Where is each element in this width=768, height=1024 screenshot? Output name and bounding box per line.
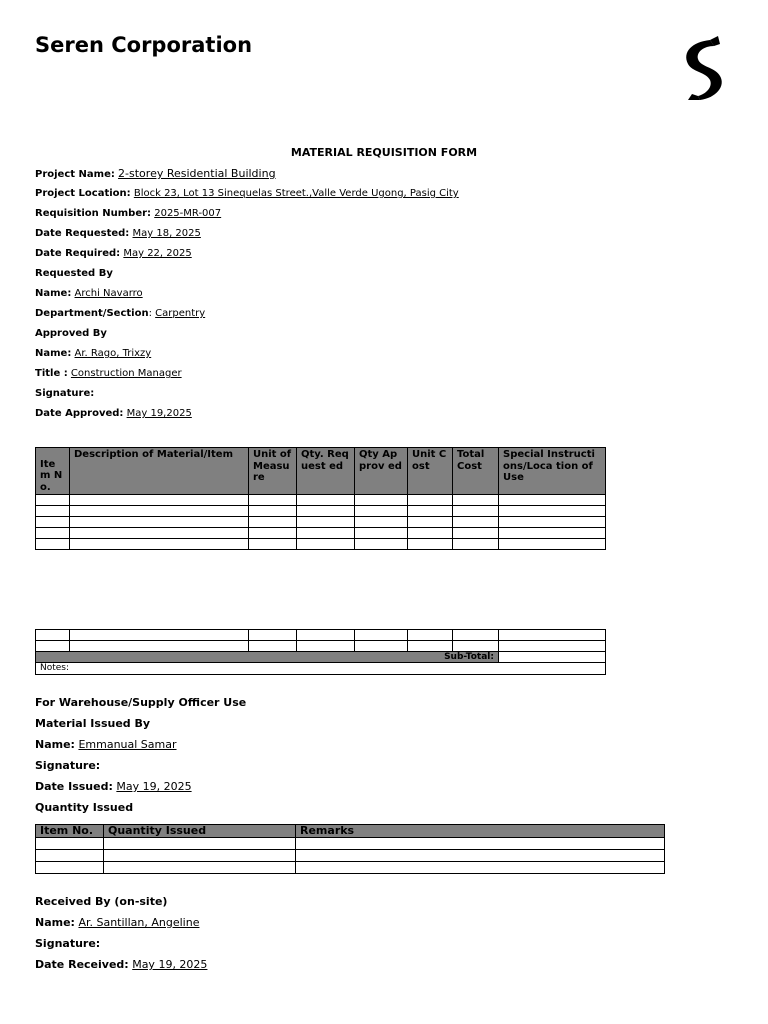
notes-row — [36, 663, 606, 675]
requisition-number-value: 2025-MR-007 — [154, 208, 222, 219]
header-item-no: Ite m No. — [36, 448, 70, 495]
table-row — [36, 862, 665, 874]
received-section — [35, 891, 735, 975]
issuer-name-value: Emmanual Samar — [78, 738, 177, 751]
table-row — [36, 641, 606, 652]
table-row — [36, 539, 606, 550]
items-table — [35, 447, 606, 550]
header-special-instructions: Special Instructions/Loca tion of Use — [499, 448, 606, 495]
date-required-row: Date Required: May 22, 2025 — [35, 248, 192, 259]
issuer-name-row: Name: Emmanual Samar — [35, 738, 177, 751]
table-row — [36, 517, 606, 528]
header-qty-approved: Qty Approv ed — [355, 448, 408, 495]
qty-header-row — [36, 825, 665, 838]
request-fields — [35, 164, 735, 424]
table-row — [36, 850, 665, 862]
s-logo-icon — [670, 34, 734, 102]
approver-title-row: Title : Construction Manager — [35, 368, 182, 379]
header-total-cost: Total Cost — [453, 448, 499, 495]
project-location-row: Project Location: Block 23, Lot 13 Sinequelas Street.,Valle Verde Ugong, Pasig City — [35, 188, 459, 199]
issued-by-heading: Material Issued By — [35, 717, 151, 730]
issuer-signature-row: Signature: — [35, 759, 101, 772]
project-name-row: Project Name: 2-storey Residential Building — [35, 167, 276, 180]
header-item-no: Item No. — [36, 825, 104, 838]
company-name: Seren Corporation — [35, 33, 253, 57]
date-requested-row: Date Requested: May 18, 2025 — [35, 228, 201, 239]
quantity-issued-table — [35, 824, 665, 874]
header-unit-of-measure: Unit of Measu re — [249, 448, 297, 495]
table-row — [36, 506, 606, 517]
header-unit-cost: Unit Cost — [408, 448, 453, 495]
header-description: Description of Material/Item — [70, 448, 249, 495]
department-value: Carpentry — [155, 308, 206, 319]
approver-name-value: Ar. Rago, Trixzy — [74, 348, 152, 359]
table-row — [36, 528, 606, 539]
requester-name-value: Archi Navarro — [74, 288, 143, 299]
items-table-continued — [35, 629, 606, 675]
subtotal-label: Sub-Total: — [36, 652, 499, 663]
header-qty-requested: Qty. Request ed — [297, 448, 355, 495]
header-quantity-issued: Quantity Issued — [104, 825, 296, 838]
date-requested-value: May 18, 2025 — [132, 228, 201, 239]
items-header-row — [36, 448, 606, 495]
notes-label[interactable]: Notes: — [36, 663, 606, 675]
header-remarks: Remarks — [296, 825, 665, 838]
date-required-value: May 22, 2025 — [123, 248, 192, 259]
department-row: Department/Section: Carpentry — [35, 308, 206, 319]
form-title: MATERIAL REQUISITION FORM — [290, 146, 478, 159]
date-received-row: Date Received: May 19, 2025 — [35, 958, 208, 971]
subtotal-row — [36, 652, 606, 663]
date-received-value: May 19, 2025 — [132, 958, 208, 971]
table-row — [36, 838, 665, 850]
requisition-number-row: Requisition Number: 2025-MR-007 — [35, 208, 222, 219]
receiver-name-value: Ar. Santillan, Angeline — [78, 916, 200, 929]
requester-name-row: Name: Archi Navarro — [35, 288, 143, 299]
warehouse-section — [35, 692, 735, 818]
approver-title-value: Construction Manager — [70, 368, 182, 379]
receiver-signature-row: Signature: — [35, 937, 101, 950]
table-row — [36, 630, 606, 641]
approver-signature-row: Signature: — [35, 388, 95, 399]
receiver-name-row: Name: Ar. Santillan, Angeline — [35, 916, 200, 929]
date-approved-row: Date Approved: May 19,2025 — [35, 408, 192, 419]
project-name-value: 2-storey Residential Building — [118, 167, 276, 180]
subtotal-value[interactable] — [499, 652, 606, 663]
warehouse-heading: For Warehouse/Supply Officer Use — [35, 696, 247, 709]
date-issued-row: Date Issued: May 19, 2025 — [35, 780, 192, 793]
approved-by-heading: Approved By — [35, 328, 107, 339]
project-location-value: Block 23, Lot 13 Sinequelas Street.,Valle Verde Ugong, Pasig City — [133, 188, 459, 199]
table-row — [36, 495, 606, 506]
approver-name-row: Name: Ar. Rago, Trixzy — [35, 348, 152, 359]
quantity-issued-heading: Quantity Issued — [35, 801, 134, 814]
received-heading: Received By (on-site) — [35, 895, 168, 908]
date-approved-value: May 19,2025 — [126, 408, 192, 419]
date-issued-value: May 19, 2025 — [116, 780, 192, 793]
requested-by-heading: Requested By — [35, 268, 113, 279]
